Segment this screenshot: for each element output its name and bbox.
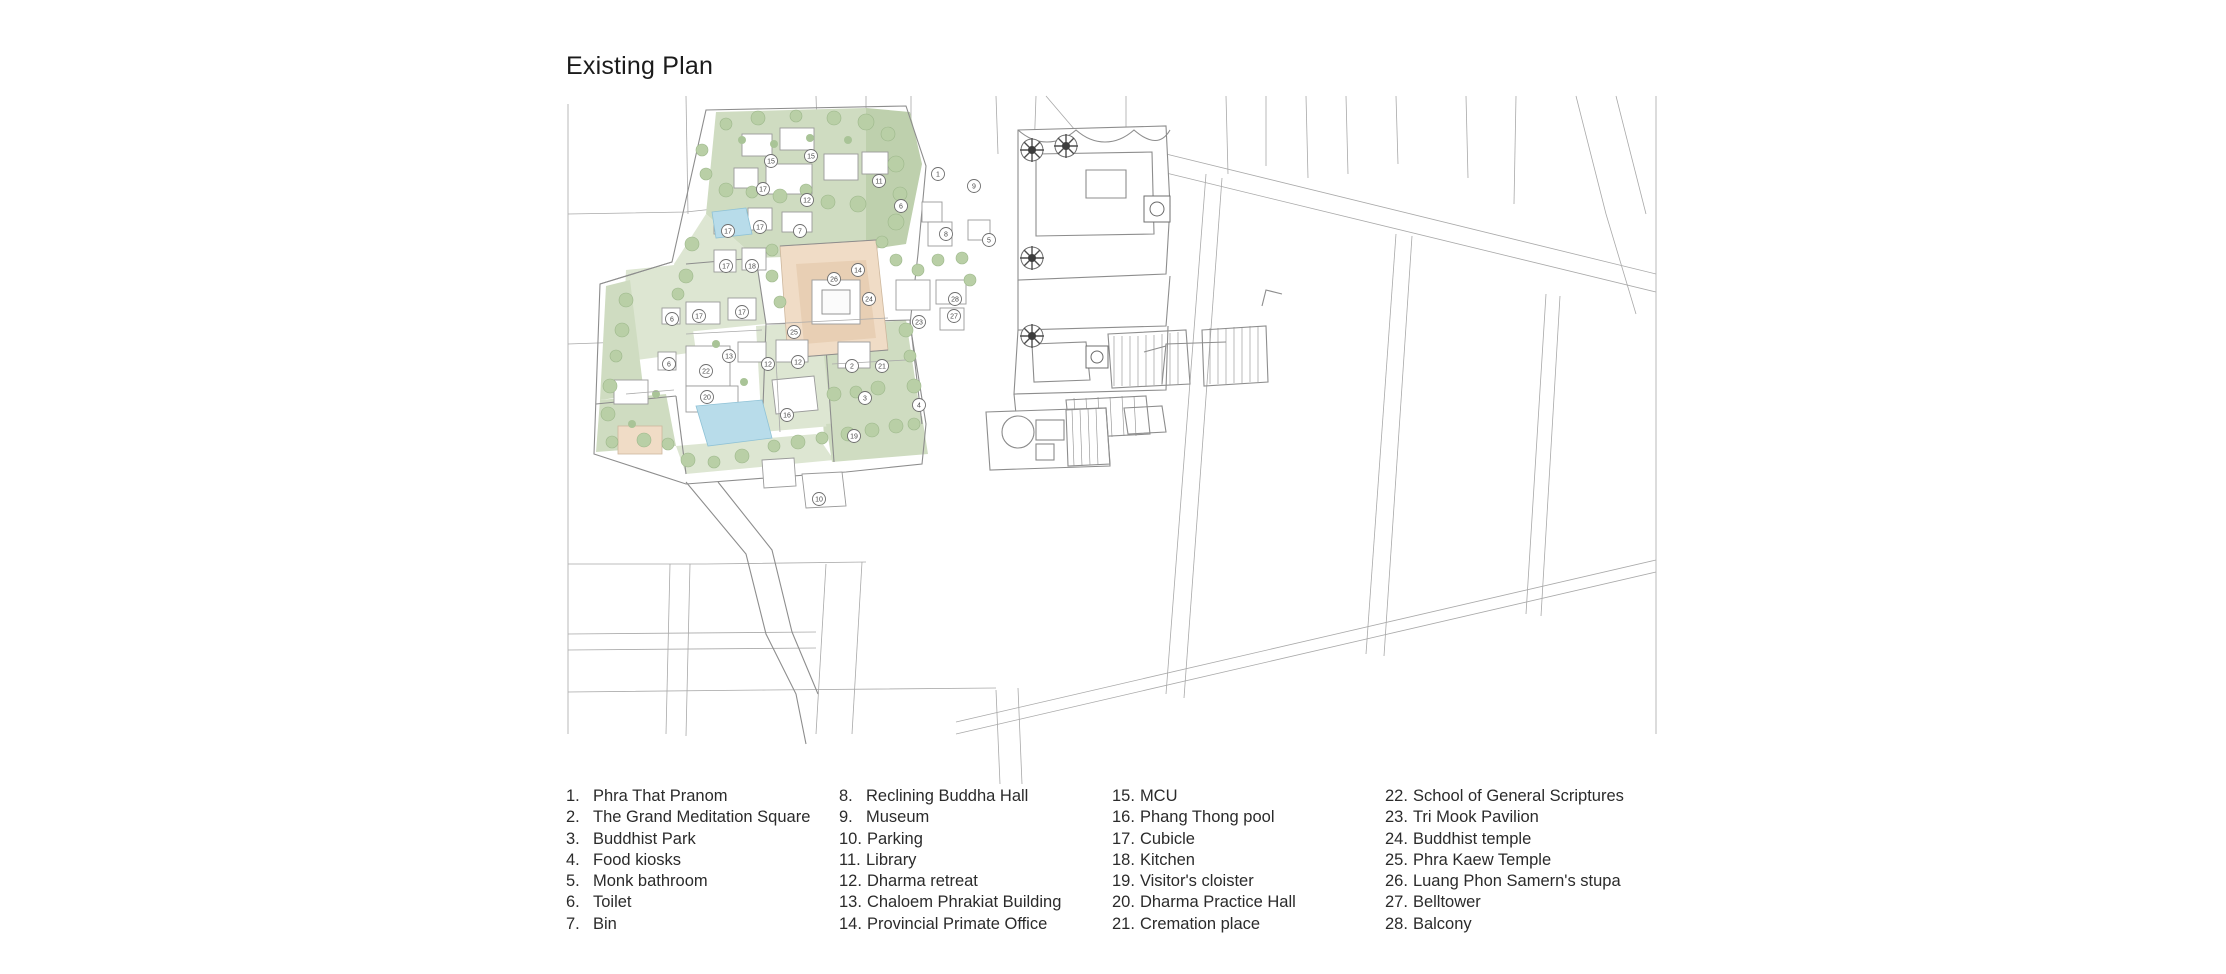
- legend-number: 20.: [1112, 893, 1135, 912]
- legend-item: [1112, 871, 1385, 892]
- plan-board: [566, 44, 1659, 934]
- legend-number: 1.: [566, 787, 580, 805]
- legend-label: Parking: [866, 829, 923, 848]
- legend-item: [1385, 829, 1658, 850]
- legend-number: 26.: [1385, 872, 1408, 891]
- svg-text:6: 6: [670, 316, 674, 324]
- legend-label: Phra That Pranom: [593, 787, 728, 805]
- legend-item: [566, 850, 839, 871]
- svg-text:12: 12: [764, 361, 772, 369]
- plan-marker: [781, 409, 794, 422]
- legend-item: [1385, 850, 1658, 871]
- legend-label: Museum: [866, 808, 930, 827]
- site-plan-drawing: [566, 94, 1659, 784]
- legend-number: 16.: [1112, 808, 1135, 827]
- legend-label: Dharma Practice Hall: [1139, 893, 1296, 912]
- legend-label: Visitor's cloister: [1139, 872, 1254, 891]
- plan-marker: [848, 430, 861, 443]
- legend-item: [839, 807, 1112, 828]
- plan-marker: [873, 175, 886, 188]
- legend-number: 17.: [1112, 829, 1135, 848]
- svg-text:17: 17: [722, 263, 730, 271]
- legend-item: [1112, 829, 1385, 850]
- plan-marker: [983, 234, 996, 247]
- plan-marker: [949, 293, 962, 306]
- svg-text:6: 6: [899, 203, 903, 211]
- svg-text:17: 17: [738, 309, 746, 317]
- svg-text:13: 13: [725, 353, 733, 361]
- legend-label: Belltower: [1412, 893, 1481, 912]
- legend-item: [1385, 807, 1658, 828]
- plan-marker: [794, 225, 807, 238]
- legend-label: Kitchen: [1139, 850, 1195, 869]
- legend-item: [566, 871, 839, 892]
- legend-number: 9.: [839, 808, 853, 827]
- plan-marker: [913, 316, 926, 329]
- legend-label: School of General Scriptures: [1412, 787, 1624, 805]
- svg-text:17: 17: [759, 186, 767, 194]
- svg-text:2: 2: [850, 363, 854, 371]
- plan-marker: [792, 356, 805, 369]
- legend-item: [839, 871, 1112, 892]
- legend-item: [839, 914, 1112, 934]
- legend-number: 4.: [566, 850, 580, 869]
- legend-item: [1385, 914, 1658, 934]
- legend-label: Dharma retreat: [866, 872, 978, 891]
- svg-text:6: 6: [667, 361, 671, 369]
- legend-number: 7.: [566, 914, 580, 933]
- legend-number: 21.: [1112, 914, 1135, 933]
- plan-marker: [765, 155, 778, 168]
- plan-marker: [913, 399, 926, 412]
- legend-label: Phang Thong pool: [1139, 808, 1275, 827]
- legend-item: [1385, 892, 1658, 913]
- legend-label: Buddhist temple: [1412, 829, 1532, 848]
- legend-item: [566, 892, 839, 913]
- legend-number: 22.: [1385, 787, 1408, 805]
- plan-marker: [801, 194, 814, 207]
- svg-text:17: 17: [756, 224, 764, 232]
- svg-text:22: 22: [702, 368, 710, 376]
- legend-number: 10.: [839, 829, 862, 848]
- plan-marker: [863, 293, 876, 306]
- legend-column-4: [1385, 786, 1658, 933]
- legend-item: [566, 786, 839, 807]
- plan-marker: [940, 228, 953, 241]
- svg-text:23: 23: [915, 319, 923, 327]
- legend-item: [1112, 914, 1385, 934]
- legend-item: [566, 829, 839, 850]
- legend-item: [1385, 786, 1658, 807]
- legend-column-3: [1112, 786, 1385, 933]
- plan-marker: [720, 260, 733, 273]
- svg-text:20: 20: [703, 394, 711, 402]
- legend-label: Phra Kaew Temple: [1412, 850, 1552, 869]
- legend-number: 25.: [1385, 850, 1408, 869]
- plan-marker: [746, 260, 759, 273]
- legend-label: Balcony: [1412, 914, 1472, 933]
- legend-label: Food kiosks: [593, 850, 682, 869]
- plan-marker: [876, 360, 889, 373]
- legend-label: Library: [866, 850, 917, 869]
- legend-label: Chaloem Phrakiat Building: [866, 893, 1062, 912]
- svg-text:16: 16: [783, 412, 791, 420]
- legend-number: 19.: [1112, 872, 1135, 891]
- legend-number: 12.: [839, 872, 862, 891]
- legend-item: [1112, 786, 1385, 807]
- page-title: Existing Plan: [566, 52, 714, 80]
- legend-number: 5.: [566, 872, 580, 891]
- svg-text:26: 26: [830, 276, 838, 284]
- plan-marker: [736, 306, 749, 319]
- legend-number: 14.: [839, 914, 862, 933]
- legend-item: [1112, 807, 1385, 828]
- plan-marker: [932, 168, 945, 181]
- legend-label: Buddhist Park: [593, 829, 696, 848]
- plan-marker: [722, 225, 735, 238]
- plan-marker: [762, 358, 775, 371]
- svg-text:3: 3: [863, 395, 867, 403]
- plan-marker: [700, 365, 713, 378]
- legend-number: 11.: [839, 850, 861, 869]
- legend-label: Cremation place: [1139, 914, 1261, 933]
- svg-text:10: 10: [815, 496, 823, 504]
- svg-text:9: 9: [972, 183, 976, 191]
- plan-marker: [948, 310, 961, 323]
- plan-marker: [723, 350, 736, 363]
- plan-marker: [846, 360, 859, 373]
- legend-number: 28.: [1385, 914, 1408, 933]
- plan-marker: [805, 150, 818, 163]
- legend-item: [1112, 892, 1385, 913]
- legend-label: Cubicle: [1139, 829, 1195, 848]
- legend-number: 6.: [566, 893, 580, 912]
- svg-text:14: 14: [854, 267, 862, 275]
- svg-text:15: 15: [807, 153, 815, 161]
- legend-label: Monk bathroom: [593, 872, 708, 891]
- legend-label: MCU: [1139, 787, 1178, 805]
- svg-text:11: 11: [875, 178, 883, 186]
- svg-text:15: 15: [767, 158, 775, 166]
- legend-item: [1385, 871, 1658, 892]
- plan-marker: [666, 313, 679, 326]
- svg-text:12: 12: [794, 359, 802, 367]
- legend-column-1: [566, 786, 839, 933]
- plan-marker: [701, 391, 714, 404]
- svg-text:8: 8: [944, 231, 948, 239]
- plan-marker: [813, 493, 826, 506]
- plan-marker: [859, 392, 872, 405]
- legend-number: 8.: [839, 787, 853, 805]
- svg-text:27: 27: [950, 313, 958, 321]
- legend-number: 24.: [1385, 829, 1408, 848]
- svg-text:7: 7: [798, 228, 802, 236]
- svg-text:17: 17: [695, 313, 703, 321]
- legend-number: 27.: [1385, 893, 1408, 912]
- legend-column-2: [839, 786, 1112, 933]
- legend-number: 15.: [1112, 787, 1135, 805]
- legend-item: [839, 829, 1112, 850]
- legend-label: Bin: [593, 914, 617, 933]
- plan-marker: [757, 183, 770, 196]
- legend-number: 2.: [566, 808, 580, 827]
- legend-number: 13.: [839, 893, 862, 912]
- legend-item: [839, 850, 1112, 871]
- legend-item: [839, 892, 1112, 913]
- svg-text:12: 12: [803, 197, 811, 205]
- plan-marker: [895, 200, 908, 213]
- legend-label: The Grand Meditation Square: [593, 808, 811, 827]
- svg-text:18: 18: [748, 263, 756, 271]
- plan-marker: [788, 326, 801, 339]
- svg-text:24: 24: [865, 296, 873, 304]
- svg-text:28: 28: [951, 296, 959, 304]
- svg-text:25: 25: [790, 329, 798, 337]
- legend-label: Reclining Buddha Hall: [866, 787, 1029, 805]
- legend-number: 23.: [1385, 808, 1408, 827]
- legend-label: Luang Phon Samern's stupa: [1412, 872, 1621, 891]
- plan-marker: [693, 310, 706, 323]
- legend-item: [566, 807, 839, 828]
- legend-item: [566, 914, 839, 934]
- svg-text:5: 5: [987, 237, 991, 245]
- svg-text:19: 19: [850, 433, 858, 441]
- svg-text:1: 1: [936, 171, 940, 179]
- plan-marker: [754, 221, 767, 234]
- legend-number: 3.: [566, 829, 580, 848]
- plan-marker: [828, 273, 841, 286]
- plan-marker: [852, 264, 865, 277]
- legend-label: Tri Mook Pavilion: [1412, 808, 1539, 827]
- legend-number: 18.: [1112, 850, 1135, 869]
- legend-item: [1112, 850, 1385, 871]
- legend-label: Provincial Primate Office: [866, 914, 1048, 933]
- plan-marker: [663, 358, 676, 371]
- plan-marker: [968, 180, 981, 193]
- legend-label: Toilet: [593, 893, 632, 912]
- svg-text:4: 4: [917, 402, 921, 410]
- legend-item: [839, 786, 1112, 807]
- legend: [566, 786, 1659, 933]
- svg-text:21: 21: [878, 363, 886, 371]
- svg-text:17: 17: [724, 228, 732, 236]
- site-plan-svg: [566, 94, 1659, 784]
